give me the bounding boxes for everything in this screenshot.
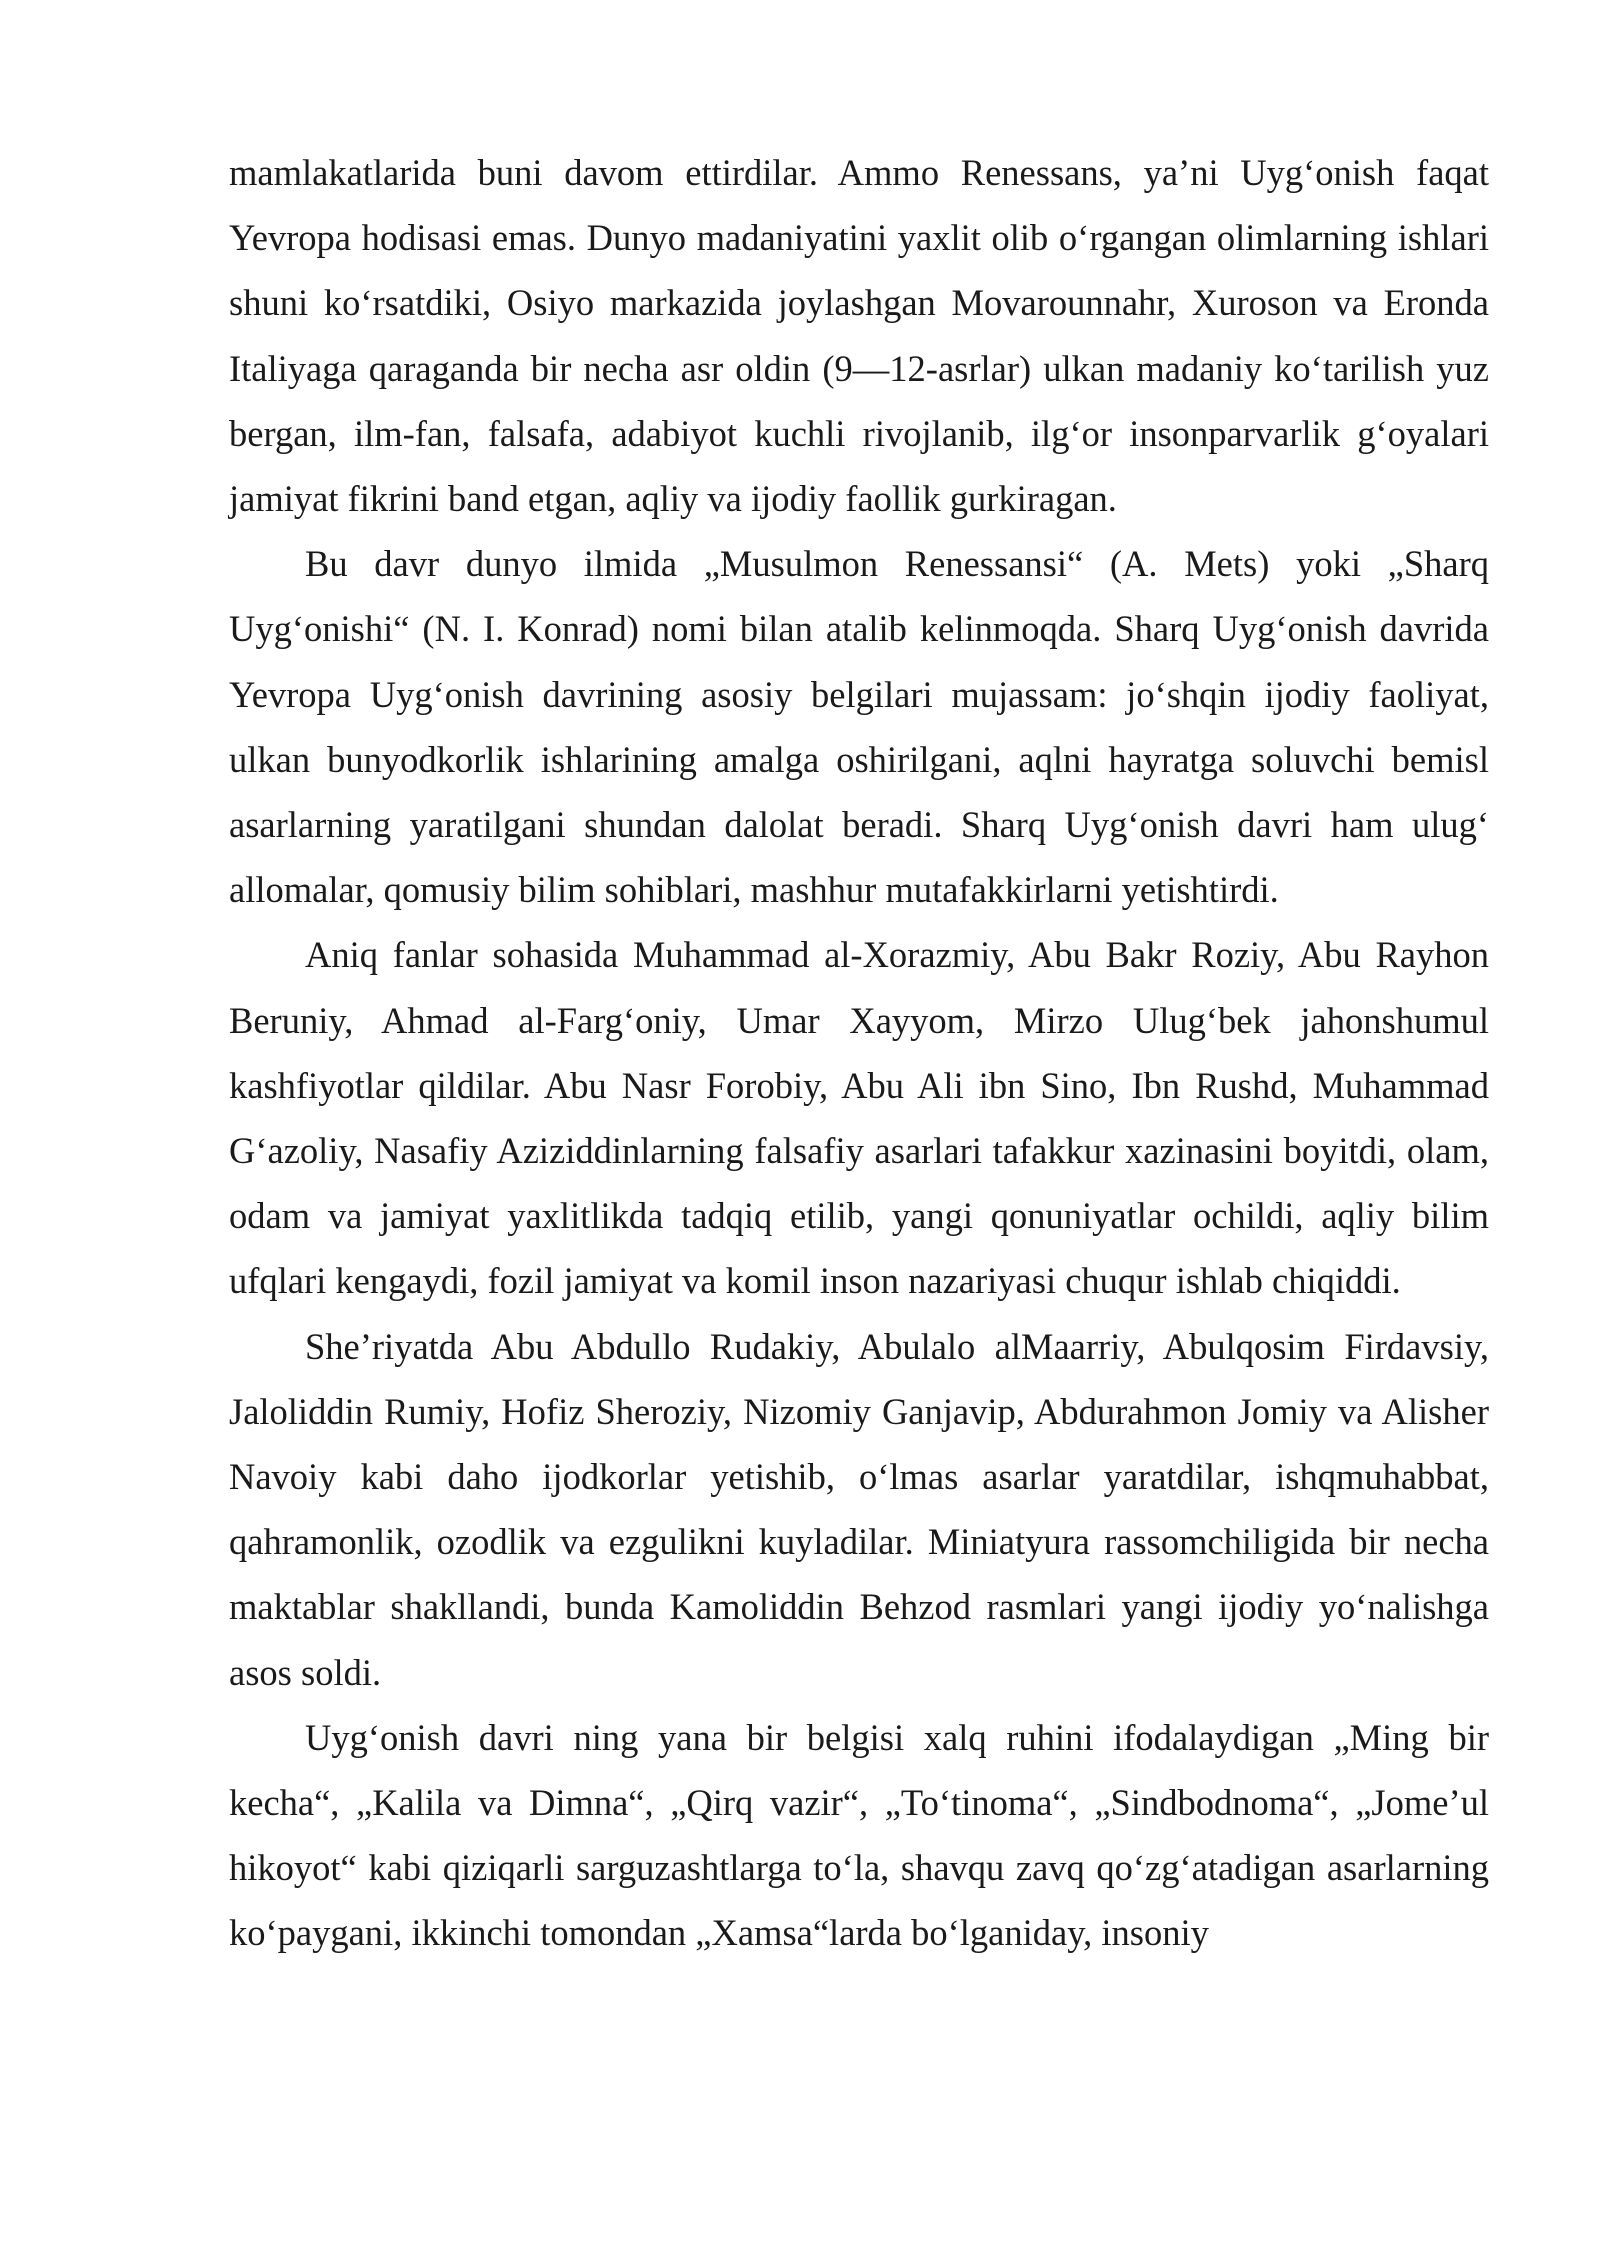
- paragraph-continuation: mamlakatlarida buni davom ettirdilar. Ammo Renessans, ya’ni Uyg‘onish faqat Yevropa hodisasi emas. Dunyo madaniyatini yaxlit olib o‘rgangan olimlarning ishlari shuni ko‘rsatdiki, Osiyo markazida joylashgan Movarounnahr, Xuroson va Eronda Italiyaga qaraganda bir necha asr oldin (9—12-asrlar) ulkan madaniy ko‘tarilish yuz bergan, ilm-fan, falsafa, adabiyot kuchli rivojlanib, ilg‘or insonparvarlik g‘oyalari jamiyat fikrini band etgan, aqliy va ijodiy faollik gurkiragan.: [229, 152, 1489, 520]
- paragraph-poetry: She’riyatda Abu Abdullo Rudakiy, Abulalo alMaarriy, Abulqosim Firdavsiy, Jaloliddin Rumiy, Hofiz Sheroziy, Nizomiy Ganjavip, Abdurahmon Jomiy va Alisher Navoiy kabi daho ijodkorlar yetishib, o‘lmas asarlar yaratdilar, ishqmuhabbat, qahramonlik, ozodlik va ezgulikni kuyladilar. Miniatyura rassomchiligida bir necha maktablar shakllandi, bunda Kamoliddin Behzod rasmlari yangi ijodiy yo‘nalishga asos soldi.: [229, 1325, 1489, 1693]
- paragraph-folk-works: Uyg‘onish davri ning yana bir belgisi xalq ruhini ifodalaydigan „Ming bir kecha“, „Kalila va Dimna“, „Qirq vazir“, „To‘tinoma“, „Sindbodnoma“, „Jome’ul hikoyot“ kabi qiziqarli sarguzashtlarga to‘la, shavqu zavq qo‘zg‘atadigan asarlarning ko‘paygani, ikkinchi tomondan „Xamsa“larda bo‘lganiday, insoniy: [229, 1716, 1489, 1954]
- paragraph-muslim-renaissance: Bu davr dunyo ilmida „Musulmon Renessansi“ (A. Mets) yoki „Sharq Uyg‘onishi“ (N. I. Konrad) nomi bilan atalib kelinmoqda. Sharq Uyg‘onish davrida Yevropa Uyg‘onish davrining asosiy belgilari mujassam: jo‘shqin ijodiy faoliyat, ulkan bunyodkorlik ishlarining amalga oshirilgani, aqlni hayratga soluvchi bemisl asarlarning yaratilgani shundan dalolat beradi. Sharq Uyg‘onish davri ham ulug‘ allomalar, qomusiy bilim sohiblari, mashhur mutafakkirlarni yetishtirdi.: [229, 543, 1489, 911]
- body-text: [229, 140, 1489, 1966]
- paragraph-exact-sciences: Aniq fanlar sohasida Muhammad al-Xorazmiy, Abu Bakr Roziy, Abu Rayhon Beruniy, Ahmad al-Farg‘oniy, Umar Xayyom, Mirzo Ulug‘bek jahonshumul kashfiyotlar qildilar. Abu Nasr Forobiy, Abu Ali ibn Sino, Ibn Rushd, Muhammad G‘azoliy, Nasafiy Aziziddinlarning falsafiy asarlari tafakkur xazinasini boyitdi, olam, odam va jamiyat yaxlitlikda tadqiq etilib, yangi qonuniyatlar ochildi, aqliy bilim ufqlari kengaydi, fozil jamiyat va komil inson nazariyasi chuqur ishlab chiqiddi.: [229, 934, 1489, 1302]
